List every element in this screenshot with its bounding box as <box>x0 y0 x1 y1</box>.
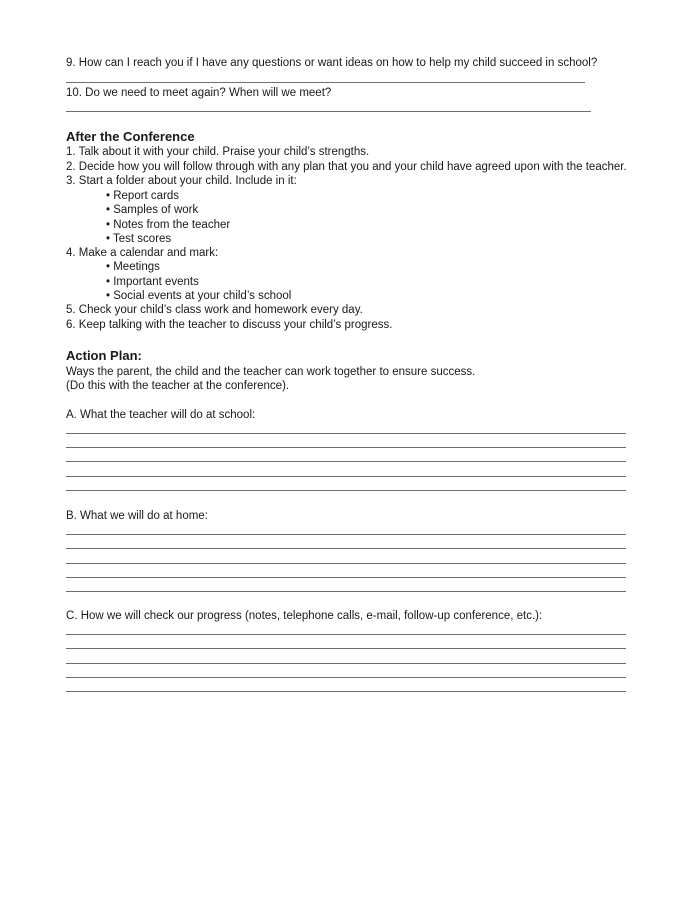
after-conference-heading: After the Conference <box>66 129 195 144</box>
section-a-line-4[interactable] <box>66 476 626 477</box>
section-a-line-2[interactable] <box>66 447 626 448</box>
action-plan-intro-2: (Do this with the teacher at the conference). <box>66 380 290 392</box>
section-b-line-2[interactable] <box>66 548 626 549</box>
after-item-3: 3. Start a folder about your child. Include in it: <box>66 175 297 187</box>
section-b-line-4[interactable] <box>66 577 626 578</box>
action-plan-intro-1: Ways the parent, the child and the teacher can work together to ensure success. <box>66 366 476 378</box>
section-a-line-5[interactable] <box>66 490 626 491</box>
after-item-6: 6. Keep talking with the teacher to discuss your child’s progress. <box>66 319 393 331</box>
calendar-bullet-important-events: • Important events <box>106 276 199 288</box>
calendar-bullet-meetings: • Meetings <box>106 261 160 273</box>
section-b-line-1[interactable] <box>66 534 626 535</box>
section-c-line-4[interactable] <box>66 677 626 678</box>
section-b-label: B. What we will do at home: <box>66 510 208 522</box>
folder-bullet-test-scores: • Test scores <box>106 233 172 245</box>
section-b-line-3[interactable] <box>66 563 626 564</box>
section-a-line-3[interactable] <box>66 461 626 462</box>
folder-bullet-report-cards: • Report cards <box>106 190 180 202</box>
folder-bullet-notes: • Notes from the teacher <box>106 219 231 231</box>
section-c-label: C. How we will check our progress (notes, telephone calls, e-mail, follow-up conference, etc.): <box>66 610 543 622</box>
question-9: 9. How can I reach you if I have any questions or want ideas on how to help my child succeed in school? <box>66 57 598 69</box>
calendar-bullet-social-events: • Social events at your child’s school <box>106 290 292 302</box>
section-c-line-3[interactable] <box>66 663 626 664</box>
answer-line-q9[interactable] <box>66 82 585 83</box>
answer-line-q10[interactable] <box>66 111 591 112</box>
section-c-line-2[interactable] <box>66 648 626 649</box>
action-plan-heading: Action Plan: <box>66 348 142 363</box>
after-item-2: 2. Decide how you will follow through with any plan that you and your child have agreed upon with the teacher. <box>66 161 627 173</box>
after-item-4: 4. Make a calendar and mark: <box>66 247 219 259</box>
after-item-5: 5. Check your child’s class work and homework every day. <box>66 304 363 316</box>
section-b-line-5[interactable] <box>66 591 626 592</box>
section-c-line-5[interactable] <box>66 691 626 692</box>
section-c-line-1[interactable] <box>66 634 626 635</box>
section-a-line-1[interactable] <box>66 433 626 434</box>
folder-bullet-samples: • Samples of work <box>106 204 199 216</box>
section-a-label: A. What the teacher will do at school: <box>66 409 256 421</box>
question-10: 10. Do we need to meet again? When will we meet? <box>66 87 332 99</box>
after-item-1: 1. Talk about it with your child. Praise your child’s strengths. <box>66 146 370 158</box>
